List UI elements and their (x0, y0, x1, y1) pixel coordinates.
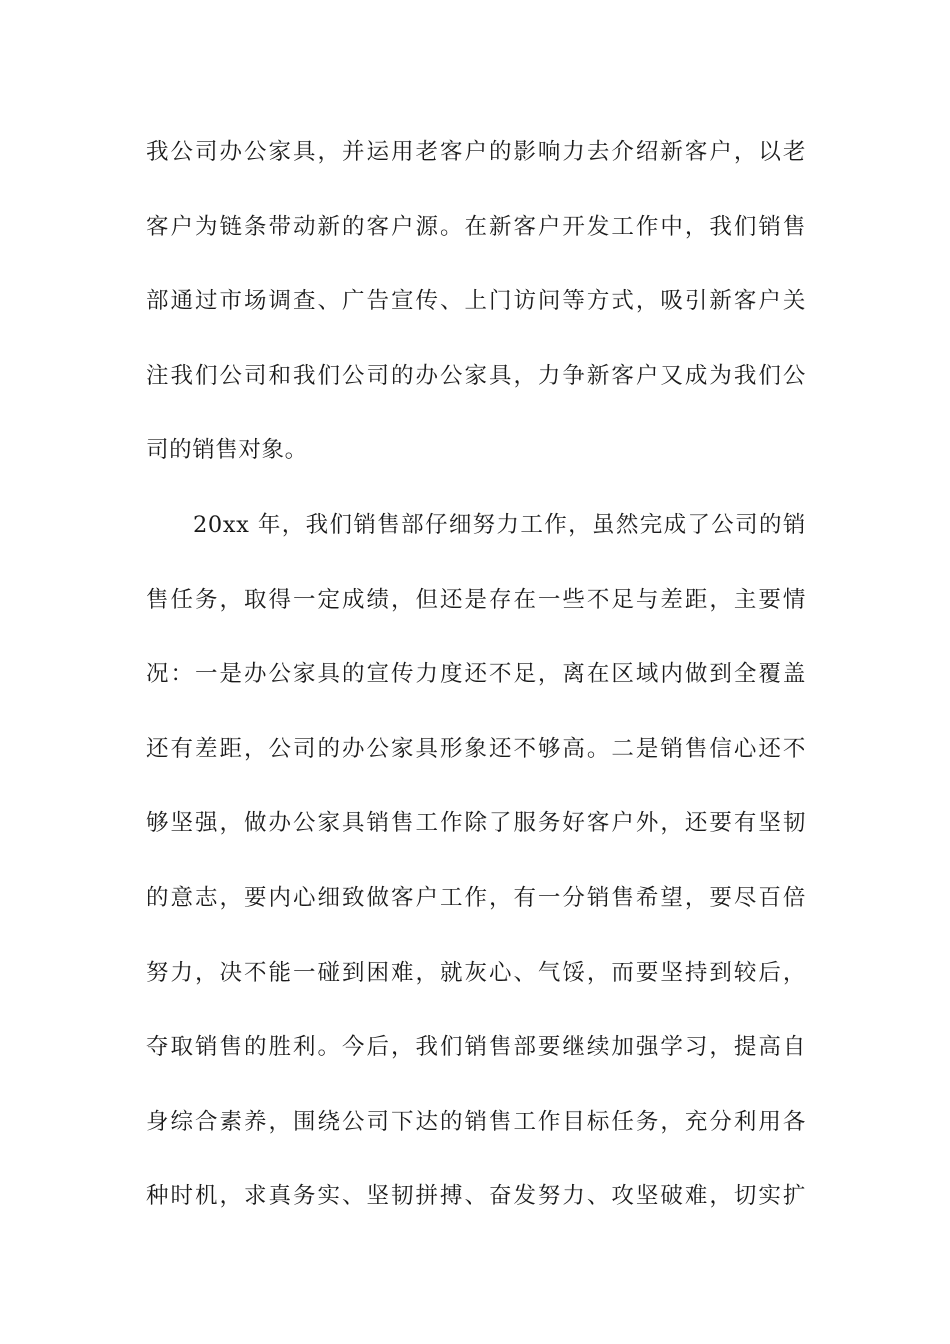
text-line: 身综合素养，围绕公司下达的销售工作目标任务，充分利用各 (146, 1108, 806, 1135)
text-line: 夺取销售的胜利。今后，我们销售部要继续加强学习，提高自 (146, 1034, 806, 1061)
text-line: 的意志，要内心细致做客户工作，有一分销售希望，要尽百倍 (146, 884, 806, 911)
text-line: 20xx 年，我们销售部仔细努力工作，虽然完成了公司的销 (193, 511, 806, 538)
text-line: 我公司办公家具，并运用老客户的影响力去介绍新客户，以老 (146, 139, 806, 165)
text-line: 部通过市场调查、广告宣传、上门访问等方式，吸引新客户关 (146, 288, 806, 315)
text-line: 还有差距，公司的办公家具形象还不够高。二是销售信心还不 (146, 735, 806, 762)
text-line: 努力，决不能一碰到困难，就灰心、气馁，而要坚持到较后， (146, 959, 806, 986)
text-line: 客户为链条带动新的客户源。在新客户开发工作中，我们销售 (146, 213, 806, 240)
body-text (146, 127, 806, 1246)
text-line: 司的销售对象。 (146, 437, 308, 464)
text-line: 注我们公司和我们公司的办公家具，力争新客户又成为我们公 (146, 362, 806, 389)
text-line: 够坚强，做办公家具销售工作除了服务好客户外，还要有坚韧 (146, 810, 806, 837)
text-line: 售任务，取得一定成绩，但还是存在一些不足与差距，主要情 (146, 586, 806, 613)
text-line: 况：一是办公家具的宣传力度还不足，离在区域内做到全覆盖 (146, 661, 806, 688)
text-line: 种时机，求真务实、坚韧拼搏、奋发努力、攻坚破难，切实扩 (146, 1183, 806, 1210)
